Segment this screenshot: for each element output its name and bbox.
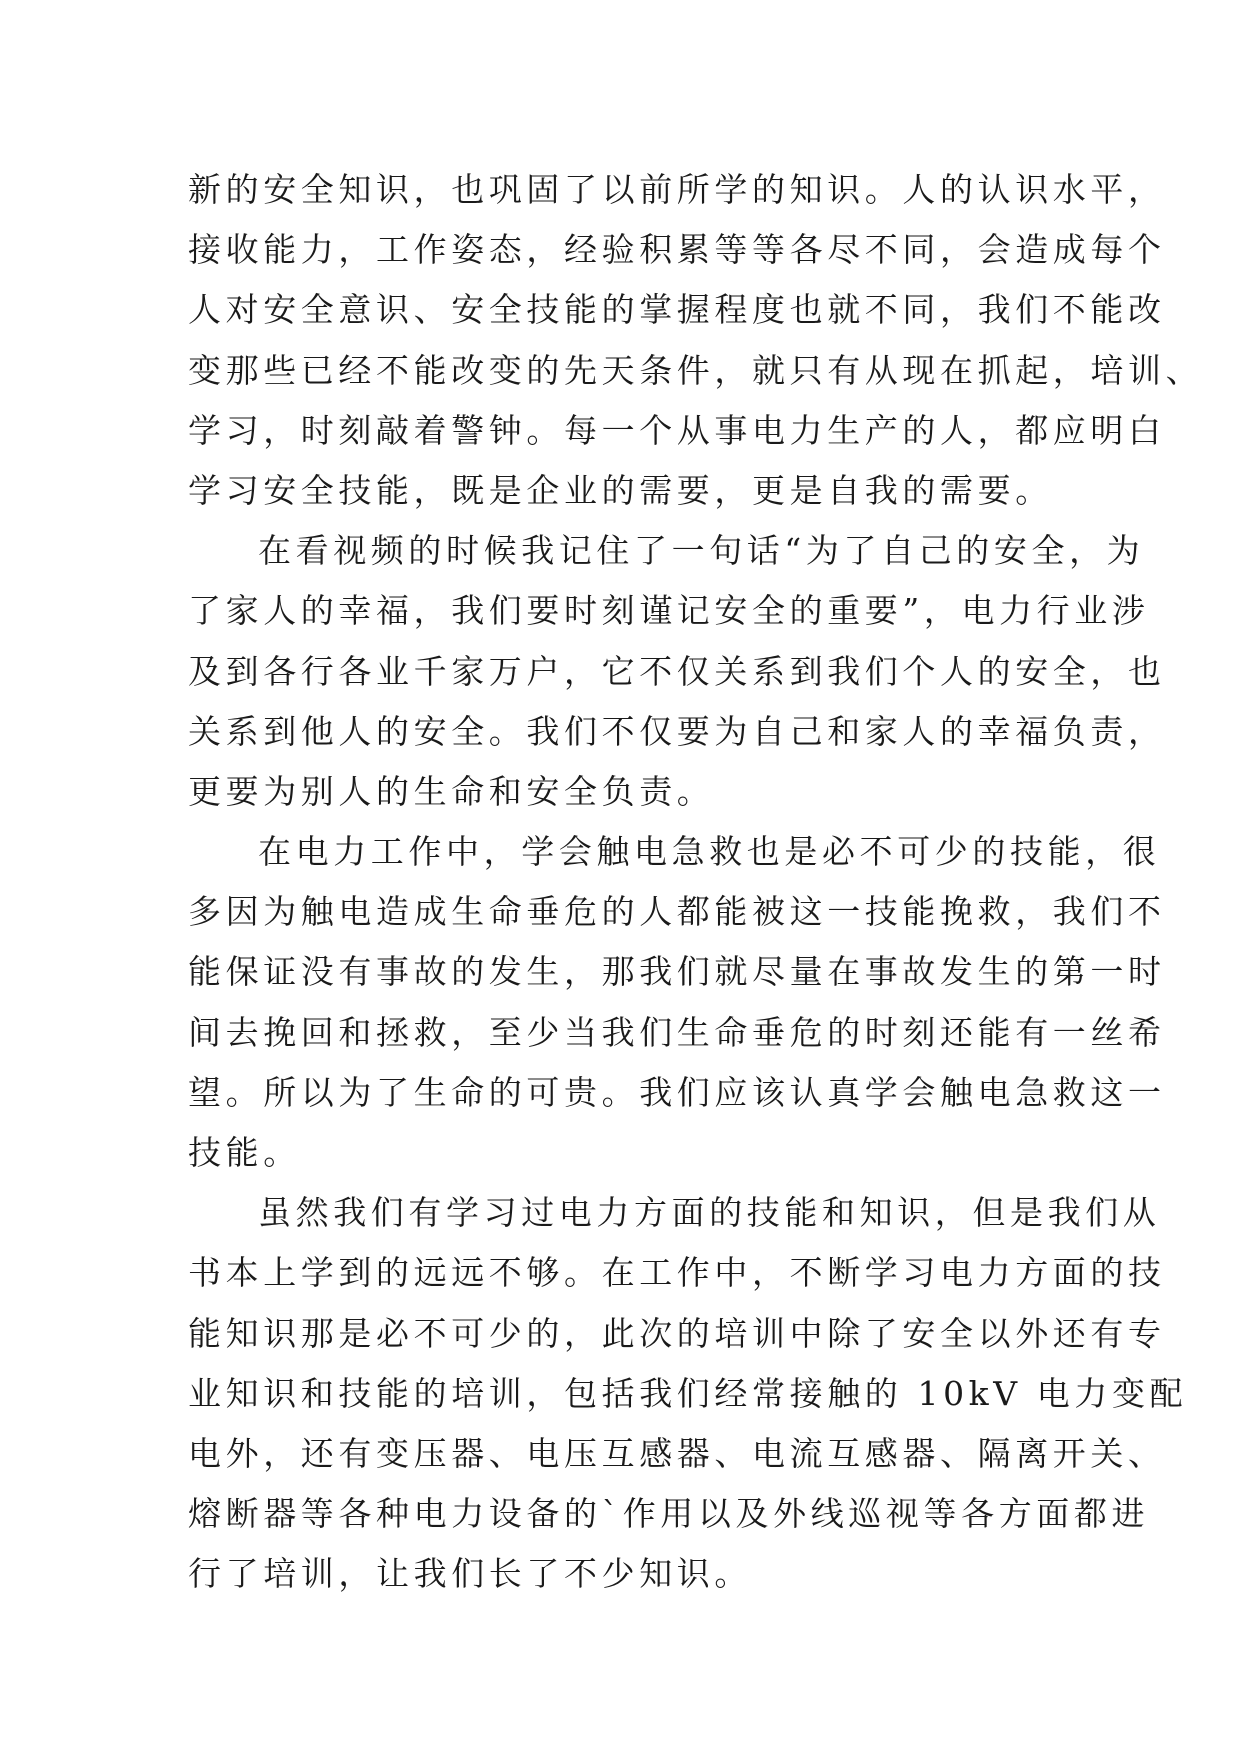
text-line: 学习，时刻敲着警钟。每一个从事电力生产的人，都应明白 [188,410,1166,450]
text-line: 电外，还有变压器、电压互感器、电流互感器、隔离开关、 [188,1433,1166,1473]
text-line: 及到各行各业千家万户，它不仅关系到我们个人的安全，也 [188,651,1166,691]
text-line: 变那些已经不能改变的先天条件，就只有从现在抓起，培训、 [188,350,1204,390]
text-line: 书本上学到的远远不够。在工作中，不断学习电力方面的技 [188,1253,1166,1293]
text-line: 学习安全技能，既是企业的需要，更是自我的需要。 [188,470,1053,510]
text-line: 人对安全意识、安全技能的掌握程度也就不同，我们不能改 [188,290,1166,330]
text-line: 行了培训，让我们长了不少知识。 [188,1554,752,1594]
text-line: 熔断器等各种电力设备的`作用以及外线巡视等各方面都进 [188,1494,1150,1534]
text-line: 更要为别人的生命和安全负责。 [188,771,715,811]
text-line: 了家人的幸福，我们要时刻谨记安全的重要”，电力行业涉 [188,591,1150,631]
paragraph-1 [188,160,1204,521]
text-line: 能保证没有事故的发生，那我们就尽量在事故发生的第一时 [188,952,1166,992]
text-line: 在看视频的时候我记住了一句话“为了自己的安全，为 [258,531,1145,571]
text-line: 接收能力，工作姿态，经验积累等等各尽不同，会造成每个 [188,230,1166,270]
text-line: 新的安全知识，也巩固了以前所学的知识。人的认识水平， [188,170,1166,209]
paragraph-2 [188,521,1166,822]
paragraph-3 [188,822,1166,1183]
text-line: 在电力工作中，学会触电急救也是必不可少的技能，很 [258,832,1161,872]
text-line: 间去挽回和拯救，至少当我们生命垂危的时刻还能有一丝希 [188,1012,1166,1052]
paragraph-4 [188,1183,1188,1604]
text-line: 关系到他人的安全。我们不仅要为自己和家人的幸福负责， [188,711,1166,751]
text-line: 多因为触电造成生命垂危的人都能被这一技能挽救，我们不 [188,892,1166,932]
text-line: 能知识那是必不可少的，此次的培训中除了安全以外还有专 [188,1313,1166,1353]
text-line: 虽然我们有学习过电力方面的技能和知识，但是我们从 [258,1193,1161,1233]
text-line: 技能。 [188,1133,301,1172]
text-line: 业知识和技能的培训，包括我们经常接触的 10kV 电力变配 [188,1373,1188,1413]
text-line: 望。所以为了生命的可贵。我们应该认真学会触电急救这一 [188,1072,1166,1112]
document-page [188,160,1204,1605]
